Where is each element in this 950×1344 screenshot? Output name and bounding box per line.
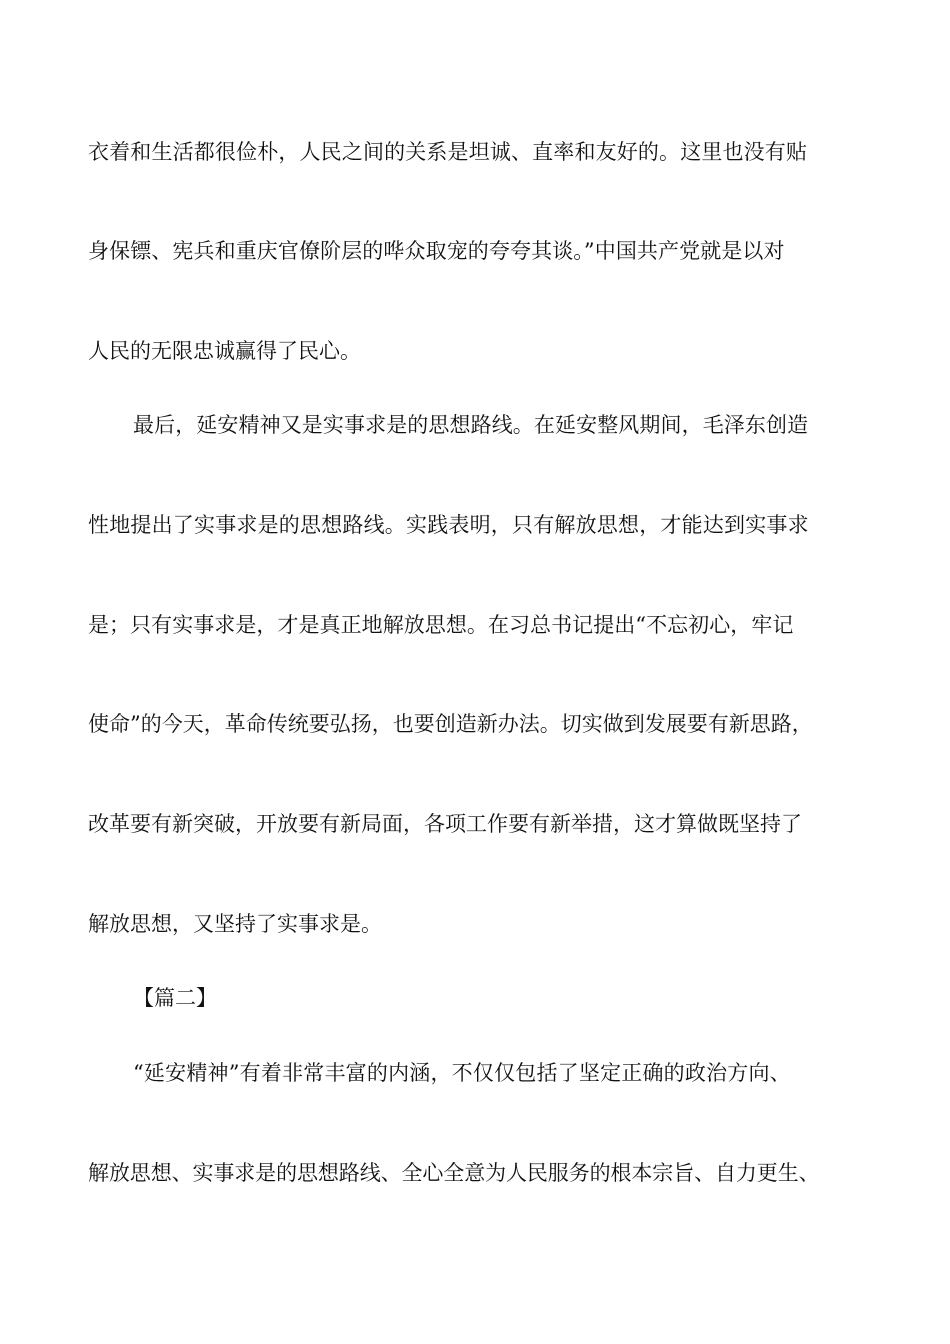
paragraph-line: 性地提出了实事求是的思想路线。实践表明，只有解放思想，才能达到实事求 <box>88 513 809 537</box>
paragraph-line: 人民的无限忠诚赢得了民心。 <box>88 339 361 363</box>
paragraph-line: 使命”的今天，革命传统要弘扬，也要创造新办法。切实做到发展要有新思路， <box>88 712 813 736</box>
paragraph-line: 最后，延安精神又是实事求是的思想路线。在延安整风期间，毛泽东创造 <box>133 413 809 437</box>
section-heading: 【篇二】 <box>133 986 217 1010</box>
paragraph-line: 衣着和生活都很俭朴，人民之间的关系是坦诚、直率和友好的。这里也没有贴 <box>88 140 808 164</box>
paragraph-line: “延安精神”有着非常丰富的内涵，不仅仅包括了坚定正确的政治方向、 <box>133 1061 791 1085</box>
paragraph-line: 解放思想，又坚持了实事求是。 <box>88 912 382 936</box>
paragraph-line: 改革要有新突破，开放要有新局面，各项工作要有新举措，这才算做既坚持了 <box>88 812 802 836</box>
paragraph-line: 身保镖、宪兵和重庆官僚阶层的哗众取宠的夸夸其谈。”中国共产党就是以对 <box>88 239 785 263</box>
paragraph-line: 是；只有实事求是，才是真正地解放思想。在习总书记提出“不忘初心，牢记 <box>88 613 794 637</box>
paragraph-line: 解放思想、实事求是的思想路线、全心全意为人民服务的根本宗旨、自力更生、 <box>88 1161 820 1185</box>
